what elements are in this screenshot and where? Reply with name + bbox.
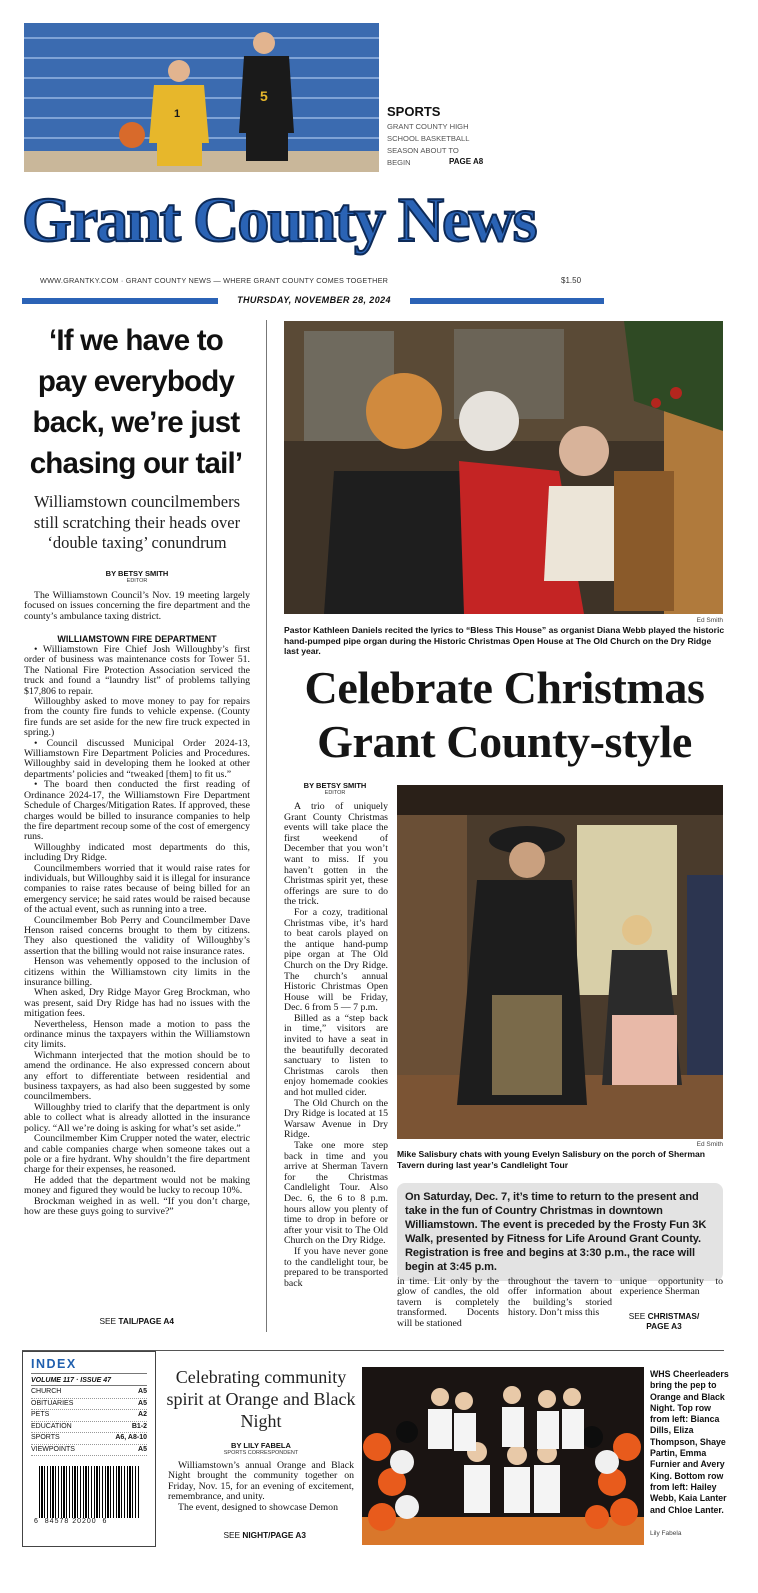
- lead-deck: Williamstown councilmembers still scratching their heads over ‘double taxing’ conundrum: [33, 492, 241, 552]
- christmas-col2: in time. Lit only by the glow of candles, the old tavern is completely transformed. Docents will be stationed: [397, 1276, 499, 1329]
- christmas-paragraph: The Old Church on the Dry Ridge is located at 15 Warsaw Avenue in Dry Ridge.: [284, 1097, 388, 1141]
- index-page: A5: [138, 1399, 147, 1407]
- tavern-photo-credit: Ed Smith: [696, 1141, 723, 1148]
- christmas-paragraph: For a cozy, traditional Christmas vibe, it’s hard to beat carols played on the antique hand-pump pipe organ at The Old Church on the Dry Ridge. The church’s annual Historic Christmas Open House will be Friday, Dec. 6 from 5 — 7 p.m.: [284, 906, 388, 1014]
- jump-prefix: SEE: [223, 1530, 241, 1540]
- index-page: A2: [138, 1411, 147, 1418]
- index-volume: VOLUME 117 · ISSUE 47: [31, 1377, 147, 1386]
- sports-kicker: SPORTS: [387, 104, 441, 119]
- night-byline: BY LILY FABELA: [231, 1441, 291, 1450]
- cheer-photo-caption: WHS Cheerleaders bring the pep to Orange and Black Night. Top row from left: Bianca Dills, Eliza Thompson, Shaye Partin, Emma Furnier and Avery King. Bottom row from left: Hailey Webb, Kaia Lanter and Chloe Lanter.: [650, 1369, 729, 1515]
- index-row[interactable]: [31, 1399, 147, 1411]
- index-section: EDUCATION: [31, 1422, 72, 1430]
- lead-paragraph: Willoughby asked to move money to pay for repairs from the county fire funds to vehicle expense. (County fire funds are set aside for the new fire truck expected in spring.): [24, 696, 250, 739]
- night-jump-link[interactable]: [166, 1530, 306, 1540]
- night-byline-role: SPORTS CORRESPONDENT: [223, 1450, 299, 1456]
- cheer-photo-credit: Lily Fabela: [650, 1530, 682, 1537]
- christmas-paragraph: A trio of uniquely Grant County Christmas events will take place the first weekend of December that you won’t want to miss. If you haven’t gotten in the Christmas spirit yet, these offerings are sure to do the trick.: [284, 801, 388, 908]
- lead-paragraph: He added that the department would not be making money and figured they would be lucky to recoup 10%.: [24, 1174, 250, 1197]
- tavern-photo-caption: Mike Salisbury chats with young Evelyn Salisbury on the porch of Sherman Tavern during last year’s Candlelight Tour: [397, 1149, 706, 1170]
- christmas-headline-line1[interactable]: Celebrate Christmas: [304, 662, 705, 713]
- sports-jump[interactable]: PAGE A8: [449, 157, 484, 166]
- jump-target: TAIL/PAGE A4: [118, 1316, 174, 1326]
- barcode: [39, 1466, 139, 1518]
- sports-photo: [24, 23, 379, 172]
- jersey-number-left: 1: [174, 108, 181, 120]
- christmas-callout: On Saturday, Dec. 7, it’s time to return to the present and take in the fun of Country Christmas in downtown Williamstown. The event is preceded by the Frosty Fun 3K Walk, presented by Fitness for Life Around Grant County. Registration is free and begins at 3:30 p.m., the race will begin at 3:45 p.m.: [397, 1183, 723, 1281]
- organ-photo: [284, 321, 723, 614]
- lead-byline-role: EDITOR: [126, 578, 148, 584]
- jump-target: CHRISTMAS/ PAGE A3: [646, 1311, 700, 1331]
- lead-paragraph: Councilmembers worried that it would raise rates for individuals, but Willoughby said it is illegal for insurance companies to raise rates because of being billed for an emergency service; he said rates would be raised because of the actual event, such as running into a tree.: [24, 862, 250, 916]
- sports-headline: GRANT COUNTY HIGH SCHOOL BASKETBALL SEASON ABOUT TO BEGIN: [387, 122, 470, 167]
- lead-paragraph: • Williamstown Fire Chief Josh Willoughby’s first order of business was maintenance costs for Tower 51. The National Fire Protection Association serviced the truck and found a “laundry list” of problems tallying $17,806 to repair.: [24, 644, 250, 697]
- index-box: [22, 1351, 156, 1547]
- lead-paragraph: Willoughby tried to clarify that the department is only able to collect what is already allotted in the insurance policy. “All we’re doing is asking for what’s set aside.”: [24, 1101, 250, 1134]
- index-section: SPORTS: [31, 1434, 60, 1441]
- index-title: INDEX: [31, 1357, 147, 1374]
- index-section: CHURCH: [31, 1388, 62, 1395]
- index-section: PETS: [31, 1411, 50, 1418]
- christmas-byline: BY BETSY SMITH: [303, 781, 367, 790]
- column-divider: [266, 320, 267, 1332]
- jersey-number-right: 5: [260, 88, 268, 104]
- christmas-paragraph: Billed as a “step back in time,” visitors are invited to have a seat in the beautifully decorated sanctuary to listen to Christmas carols then enjoy homemade cookies and hot mulled cider.: [284, 1012, 388, 1099]
- lead-paragraph: Brockman weighed in as well. “If you don’t charge, how are these guys going to survive?”: [24, 1195, 250, 1217]
- organ-photo-caption: Pastor Kathleen Daniels recited the lyrics to “Bless This House” as organist Diana Webb played the historic hand-pumped pipe organ during the Historic Christmas Open House at The Old Church on the Dry Ridge last year.: [284, 625, 725, 656]
- christmas-paragraph: If you have never gone to the candlelight tour, be prepared to be transported back: [284, 1245, 388, 1289]
- index-rows: [31, 1387, 147, 1456]
- index-row[interactable]: [31, 1433, 147, 1445]
- night-paragraph: Williamstown’s annual Orange and Black Night brought the community together on Friday, Nov. 15, for an evening of excitement, remembrance, and unity.: [168, 1460, 354, 1503]
- lead-intro: The Williamstown Council’s Nov. 19 meeting largely focused on issues concerning the fire department and the county’s ambulance taxing district.: [24, 590, 250, 622]
- lead-paragraph: Councilmember Bob Perry and Councilmember Dave Henson raised concerns brought to them by citizens. They also questioned the validity of Willoughby’s assertion that the billing would not raise insurance rates.: [24, 914, 250, 957]
- christmas-col3: throughout the tavern to offer information about the building’s storied history. Don’t miss this: [508, 1276, 612, 1319]
- masthead-tagline: WWW.GRANTKY.COM · GRANT COUNTY NEWS — WHERE GRANT COUNTY COMES TOGETHER: [40, 276, 389, 285]
- index-section: OBITUARIES: [31, 1399, 74, 1407]
- tavern-photo: [397, 785, 723, 1139]
- christmas-byline-role: EDITOR: [324, 790, 346, 796]
- date-rule-right: [410, 298, 604, 304]
- lead-paragraph: Willoughby indicated most departments do this, including Dry Ridge.: [24, 841, 250, 864]
- lead-paragraph: Wichmann interjected that the motion should be to amend the ordinance. He also expressed concern about any effort to differentiate between residential and business taxpayers, as had also been suggested by some councilmembers.: [24, 1049, 250, 1103]
- lead-subhead: WILLIAMSTOWN FIRE DEPARTMENT: [57, 634, 217, 644]
- jump-target: NIGHT/PAGE A3: [242, 1530, 306, 1540]
- date-rule-left: [22, 298, 218, 304]
- masthead-title[interactable]: Grant County News: [22, 184, 536, 255]
- jump-prefix: SEE: [628, 1311, 646, 1321]
- lead-body: [24, 645, 250, 1217]
- index-row[interactable]: [31, 1410, 147, 1422]
- index-page: B1-2: [131, 1422, 147, 1430]
- index-page: A6, A8-10: [115, 1434, 147, 1441]
- night-paragraph: The event, designed to showcase Demon: [178, 1501, 338, 1513]
- lead-paragraph: Nevertheless, Henson made a motion to pass the ordinance minus the taxpayers within the Williamstown city limits.: [24, 1018, 250, 1051]
- index-row[interactable]: [31, 1445, 147, 1457]
- index-section: VIEWPOINTS: [31, 1445, 75, 1453]
- masthead-price: $1.50: [561, 276, 582, 285]
- lead-headline[interactable]: ‘If we have to pay everybody back, we’re just chasing our tail’: [29, 324, 243, 480]
- night-body: [168, 1461, 354, 1513]
- organ-photo-credit: Ed Smith: [696, 617, 723, 624]
- night-headline[interactable]: Celebrating community spirit at Orange and Black Night: [166, 1367, 356, 1431]
- cheer-photo: [362, 1367, 644, 1545]
- lead-byline: BY BETSY SMITH: [105, 569, 169, 578]
- lead-paragraph: Henson was vehemently opposed to the inclusion of citizens within the Williamstown city limits in the insurance billing.: [24, 956, 250, 988]
- index-page: A5: [138, 1388, 147, 1395]
- christmas-col1: [284, 802, 388, 1289]
- index-page: A5: [138, 1445, 147, 1453]
- lead-jump-link[interactable]: [24, 1316, 174, 1326]
- christmas-paragraph: Take one more step back in time and you arrive at Sherman Tavern for the Christmas Candlelight Tour. Also Dec. 6, the 6 to 8 p.m. hours allow you plenty of time to drop in before or after your visit to The Old Church on the Dry Ridge.: [284, 1140, 388, 1247]
- index-row[interactable]: [31, 1387, 147, 1399]
- christmas-headline-line2[interactable]: Grant County-style: [317, 716, 692, 767]
- index-row[interactable]: [31, 1422, 147, 1434]
- christmas-col4: unique opportunity to experience Sherman: [620, 1276, 723, 1298]
- barcode-number: 6 84578 20200 6: [34, 1518, 108, 1525]
- lead-paragraph: • The board then conducted the first reading of Ordinance 2024-17, the Williamstown Fire Department Schedule of Charges/Mitigation Rates. If approved, these charges would be billed to insurance companies to help the fire department recoup some of the cost of emergency runs.: [24, 779, 250, 843]
- lead-paragraph: Councilmember Kim Crupper noted the water, electric and cable companies charge when someone takes out a pole or a fire hydrant. Why shouldn’t the fire department charge for their expenses, he reasoned.: [24, 1133, 250, 1176]
- lead-paragraph: • Council discussed Municipal Order 2024-13, Williamstown Fire Department Policies and Procedures. Willoughby said in developing them he looked at other departments’ policies and “tweaked [them] to fit us.”: [24, 737, 250, 780]
- masthead-date: THURSDAY, NOVEMBER 28, 2024: [237, 295, 391, 305]
- christmas-jump-link[interactable]: [620, 1311, 708, 1331]
- lead-paragraph: When asked, Dry Ridge Mayor Greg Brockman, who was present, said Dry Ridge has had no issues with the mitigation fees.: [24, 987, 250, 1020]
- jump-prefix: SEE: [99, 1316, 117, 1326]
